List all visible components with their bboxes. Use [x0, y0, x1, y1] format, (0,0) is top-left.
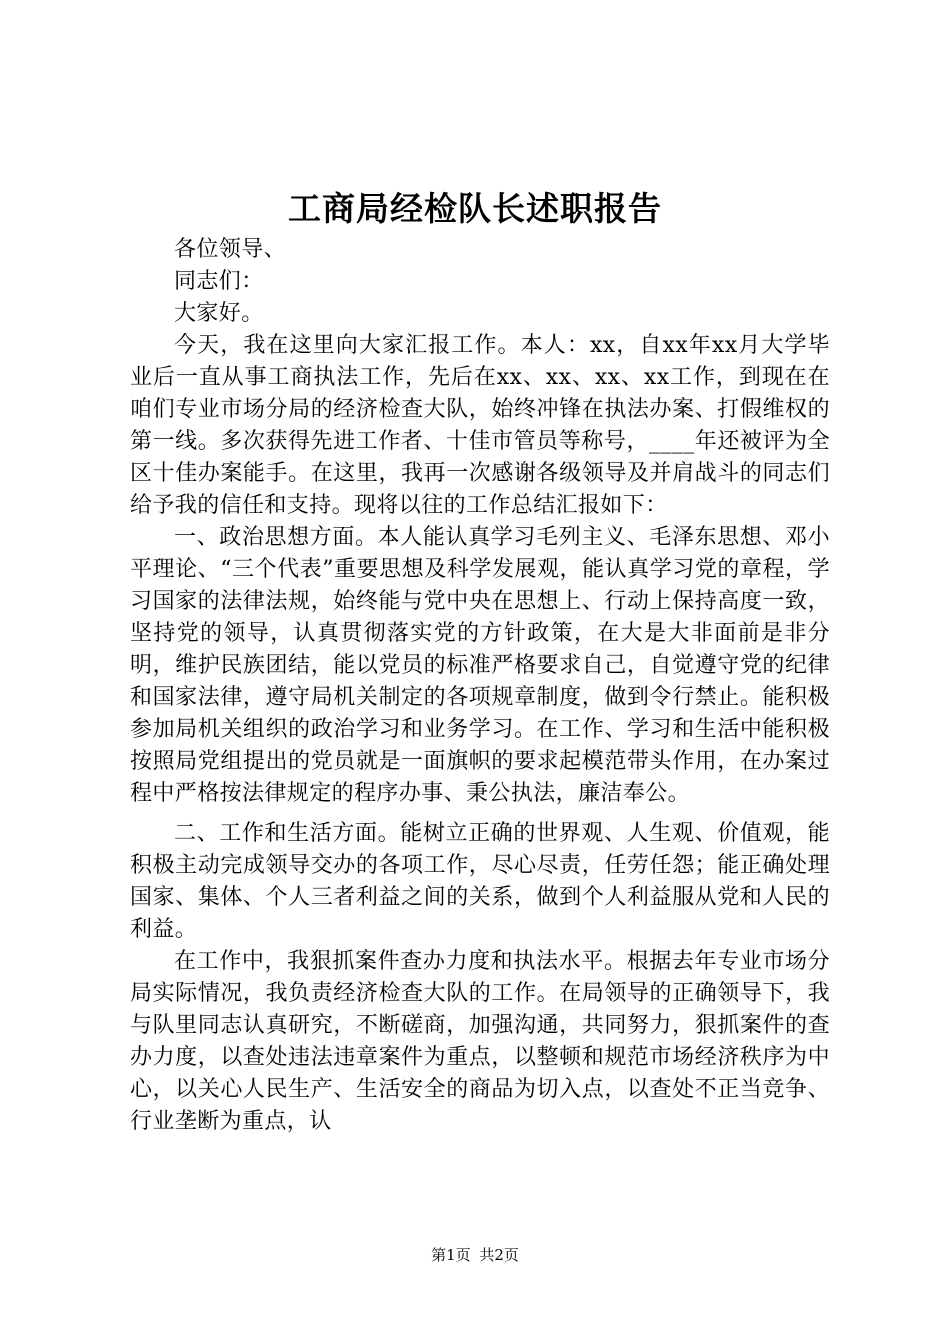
page-footer [0, 1244, 950, 1266]
paragraph-work-detail: 在工作中，我狠抓案件查办力度和执法水平。根据去年专业市场分局实际情况，我负责经济检查大队的工作。在局领导的正确领导下，我与队里同志认真研究，不断磋商，加强沟通，共同努力，狠抓案件的查办力度，以查处违法违章案件为重点，以整顿和规范市场经济秩序为中心，以关心人民生产、生活安全的商品为切入点，以查处不正当竞争、行业垄断为重点，认 [130, 949, 830, 1134]
paragraph-work-life: 二、工作和生活方面。能树立正确的世界观、人生观、价值观，能积极主动完成领导交办的各项工作，尽心尽责，任劳任怨；能正确处理国家、集体、个人三者利益之间的关系，做到个人利益服从党和人民的利益。 [130, 821, 830, 942]
greeting: 大家好。 [174, 301, 264, 326]
paragraph-political: 一、政治思想方面。本人能认真学习毛列主义、毛泽东思想、邓小平理论、“三个代表”重要思想及科学发展观，能认真学习党的章程，学习国家的法律法规，始终能与党中央在思想上、行动上保持高度一致，坚持党的领导，认真贯彻落实党的方针政策，在大是大非面前是非分明，维护民族团结，能以党员的标准严格要求自己，自觉遵守党的纪律和国家法律，遵守局机关制定的各项规章制度，做到令行禁止。能积极参加局机关组织的政治学习和业务学习。在工作、学习和生活中能积极按照局党组提出的党员就是一面旗帜的要求起模范带头作用，在办案过程中严格按法律规定的程序办事、秉公执法，廉洁奉公。 [130, 525, 830, 806]
salutation-comrades: 同志们： [174, 269, 264, 294]
document-body [130, 234, 830, 1138]
paragraph-intro: 今天，我在这里向大家汇报工作。本人：xx，自xx年xx月大学毕业后一直从事工商执法工作，先后在xx、xx、xx、xx工作，到现在在咱们专业市场分局的经济检查大队，始终冲锋在执法办案、打假维权的第一线。多次获得先进工作者、十佳市管员等称号，____年还被评为全区十佳办案能手。在这里，我再一次感谢各级领导及并肩战斗的同志们给予我的信任和支持。现将以往的工作总结汇报如下： [130, 333, 830, 518]
salutation-leaders: 各位领导、 [174, 237, 287, 262]
page-number: 第1页 [431, 1246, 471, 1264]
document-title: 工商局经检队长述职报告 [288, 189, 662, 228]
page-total: 共2页 [479, 1246, 519, 1264]
